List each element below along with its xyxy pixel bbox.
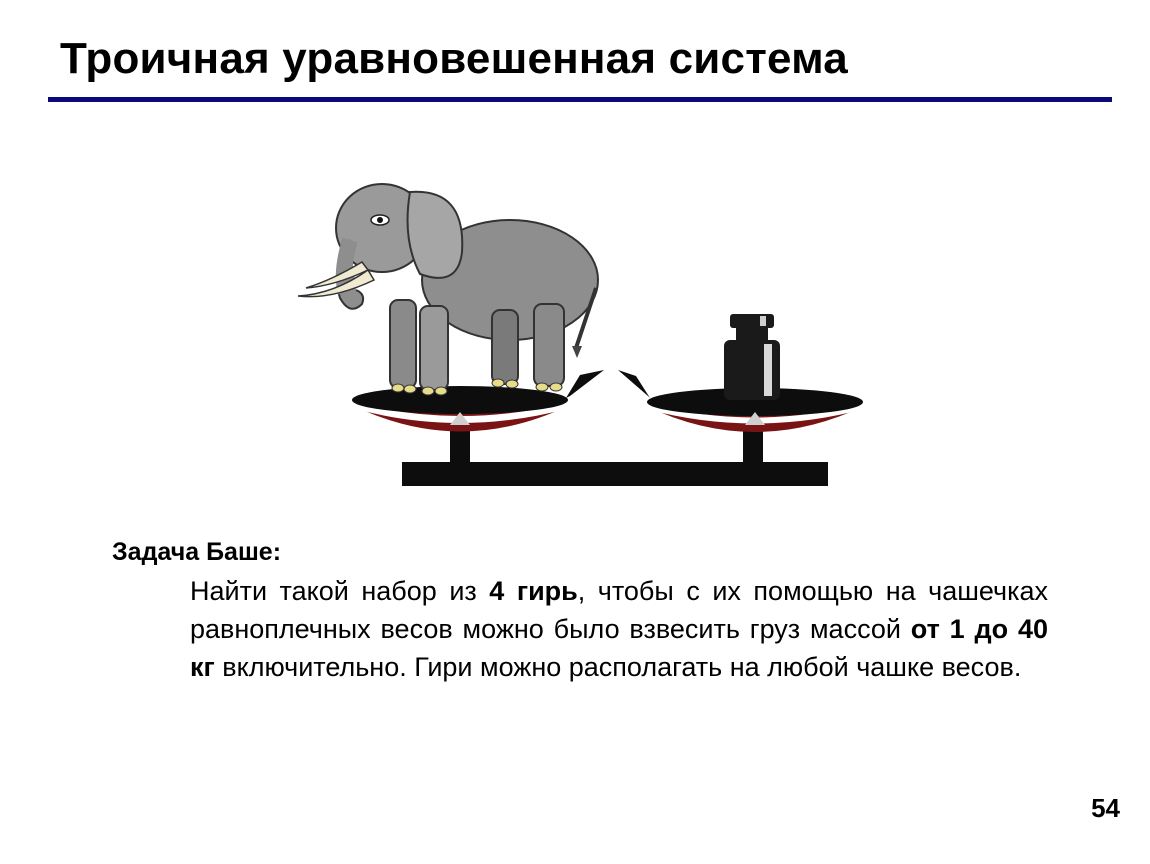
page-number: 54 (1091, 793, 1120, 823)
elephant-icon (298, 184, 598, 395)
task-text: Найти такой набор из 4 гирь, чтобы с их помощью на чашечках равноплечных весов можно было взвесить груз массой от 1 до 40 кг включительно. Гири можно располагать на любой чашке весов. (190, 576, 1048, 682)
slide-title: Троичная уравновешенная система (60, 34, 848, 83)
balance-scale-illustration (270, 170, 880, 500)
scale-base (402, 425, 828, 486)
task-heading: Задача Баше: (112, 538, 282, 566)
title-underline (48, 97, 1112, 102)
weight-icon (724, 314, 780, 400)
bold-range: от 1 до 40 кг (190, 614, 1048, 682)
bold-weights: 4 гирь (489, 576, 578, 606)
